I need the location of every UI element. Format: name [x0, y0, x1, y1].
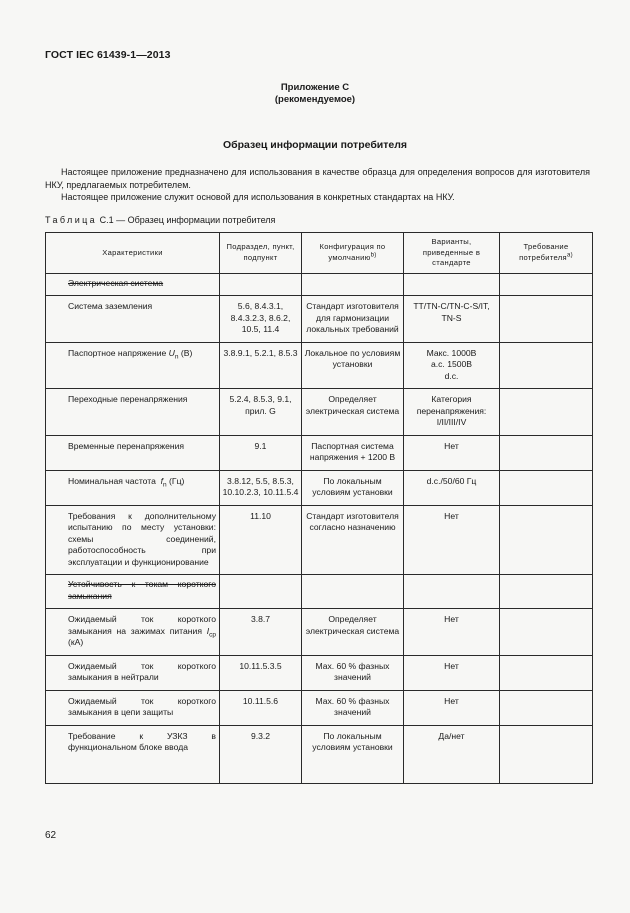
characteristic-cell: Ожидаемый ток короткого замыкания в цепи защиты — [46, 690, 220, 725]
section-title: Образец информации потребителя — [222, 139, 408, 151]
config-cell: Паспортная система напряжения + 1200 В — [302, 435, 404, 470]
variants-cell: Нет — [404, 505, 500, 575]
intro-paragraph: Настоящее приложение служит основой для использования в конкретных стандартах на НКУ. — [61, 192, 455, 202]
characteristic-symbol-index: cp — [209, 631, 216, 639]
table-section-row — [46, 273, 593, 296]
requirement-cell — [500, 296, 593, 343]
subsection-cell: 5.6, 8.4.3.1, 8.4.3.2.3, 8.6.2, 10.5, 11.4 — [220, 296, 302, 343]
subsection-cell: 9.1 — [220, 435, 302, 470]
characteristic-cell — [46, 609, 220, 656]
config-cell: По локальным условиям установки — [302, 725, 404, 783]
table-caption — [45, 215, 275, 225]
table-cell — [220, 273, 302, 296]
characteristic-cell: Требование к УЗКЗ в функциональном блоке ввода — [46, 725, 220, 783]
characteristic-cell: Требования к дополнительному испытанию по месту установки: схемы соединений, работоспособность при эксплуатации и функционирование — [46, 505, 220, 575]
variants-cell: Да/нет — [404, 725, 500, 783]
section-label: Устойчивость к токам короткого замыкания — [46, 575, 220, 609]
requirement-cell — [500, 609, 593, 656]
characteristic-text: Паспортное напряжение — [68, 347, 169, 358]
variants-cell: Категория перенапряжения: I/II/III/IV — [404, 389, 500, 436]
requirement-cell — [500, 342, 593, 389]
table-row — [46, 435, 593, 470]
table-section-row — [46, 575, 593, 609]
subsection-cell: 11.10 — [220, 505, 302, 575]
table-row — [46, 470, 593, 505]
characteristic-cell: Система заземления — [46, 296, 220, 343]
requirement-cell — [500, 505, 593, 575]
table-cell — [302, 575, 404, 609]
document-header: ГОСТ IEC 61439-1—2013 — [45, 49, 171, 61]
characteristic-cell: Переходные перенапряжения — [46, 389, 220, 436]
characteristic-cell: Временные перенапряжения — [46, 435, 220, 470]
table-row — [46, 725, 593, 783]
table-header-row — [46, 233, 593, 274]
characteristic-text: Ожидаемый ток короткого замыкания на зажимах питания — [68, 614, 216, 636]
characteristic-cell — [46, 470, 220, 505]
variants-cell: d.c./50/60 Гц — [404, 470, 500, 505]
header-requirement-text: Требование потребителя — [519, 242, 569, 262]
subsection-cell: 3.8.12, 5.5, 8.5.3, 10.10.2.3, 10.11.5.4 — [220, 470, 302, 505]
header-subsection: Подраздел, пункт, подпункт — [220, 233, 302, 274]
table-cell — [500, 273, 593, 296]
characteristic-cell: Ожидаемый ток короткого замыкания в нейтрали — [46, 655, 220, 690]
variants-cell: TT/TN-C/TN-C-S/IT, TN-S — [404, 296, 500, 343]
subsection-cell: 5.2.4, 8.5.3, 9.1, прил. G — [220, 389, 302, 436]
variants-cell: Нет — [404, 435, 500, 470]
subsection-cell: 3.8.7 — [220, 609, 302, 656]
header-variants: Варианты, приведенные в стандарте — [404, 233, 500, 274]
subsection-cell: 10.11.5.3.5 — [220, 655, 302, 690]
table-cell — [220, 575, 302, 609]
table-row — [46, 296, 593, 343]
characteristic-symbol: U — [168, 347, 175, 358]
characteristic-unit: (кА) — [68, 637, 84, 647]
requirement-cell — [500, 389, 593, 436]
requirement-cell — [500, 470, 593, 505]
table-cell — [404, 273, 500, 296]
config-cell: Стандарт изготовителя согласно назначению — [302, 505, 404, 575]
table-cell — [302, 273, 404, 296]
intro-paragraph: Настоящее приложение предназначено для использования в качестве образца для определения вопросов для изготовителя НКУ, предлагаемых потребителем. — [45, 167, 590, 190]
annex-subtitle: (рекомендуемое) — [274, 94, 356, 105]
variants-cell: Нет — [404, 609, 500, 656]
config-cell: По локальным условиям установки — [302, 470, 404, 505]
header-config — [302, 233, 404, 274]
table-row — [46, 690, 593, 725]
header-config-note: b) — [370, 252, 377, 259]
table-cell — [500, 575, 593, 609]
table-row — [46, 655, 593, 690]
requirement-cell — [500, 655, 593, 690]
characteristic-unit: (Гц) — [166, 475, 185, 486]
variants-cell: Нет — [404, 655, 500, 690]
characteristic-symbol: I — [206, 625, 210, 636]
subsection-cell: 10.11.5.6 — [220, 690, 302, 725]
requirement-cell — [500, 690, 593, 725]
characteristic-cell — [46, 342, 220, 389]
table-caption-text: С.1 — Образец информации потребителя — [97, 215, 276, 225]
table-row — [46, 609, 593, 656]
subsection-cell: 9.3.2 — [220, 725, 302, 783]
header-characteristics: Характеристики — [46, 233, 220, 274]
requirement-cell — [500, 435, 593, 470]
requirement-cell — [500, 725, 593, 783]
annex-title: Приложение С — [280, 82, 350, 93]
section-label: Электрическая система — [46, 273, 220, 296]
config-cell: Max. 60 % фазных значений — [302, 655, 404, 690]
characteristic-unit: (В) — [178, 347, 193, 358]
table-row — [46, 342, 593, 389]
variants-cell: Макс. 1000В а.с. 1500В d.c. — [404, 342, 500, 389]
characteristic-symbol-index: n — [174, 353, 179, 361]
config-cell: Max. 60 % фазных значений — [302, 690, 404, 725]
page-number: 62 — [45, 830, 57, 841]
table-caption-label: Таблица — [45, 215, 98, 225]
config-cell: Определяет электрическая система — [302, 609, 404, 656]
table-row — [46, 389, 593, 436]
table-row — [46, 505, 593, 575]
config-cell: Стандарт изготовителя для гармонизации локальных требований — [302, 296, 404, 343]
config-cell: Локальное по условиям установки — [302, 342, 404, 389]
header-config-text: Конфигурация по умолчанию — [319, 242, 386, 262]
header-requirement — [500, 233, 593, 274]
config-cell: Определяет электрическая система — [302, 389, 404, 436]
characteristic-text: Номинальная частота — [68, 475, 161, 486]
table-cell — [404, 575, 500, 609]
customer-info-table — [45, 232, 593, 784]
variants-cell: Нет — [404, 690, 500, 725]
characteristic-symbol-index: n — [163, 481, 167, 489]
subsection-cell: 3.8.9.1, 5.2.1, 8.5.3 — [220, 342, 302, 389]
characteristic-symbol: f — [160, 475, 164, 486]
header-requirement-note: a) — [566, 252, 573, 259]
